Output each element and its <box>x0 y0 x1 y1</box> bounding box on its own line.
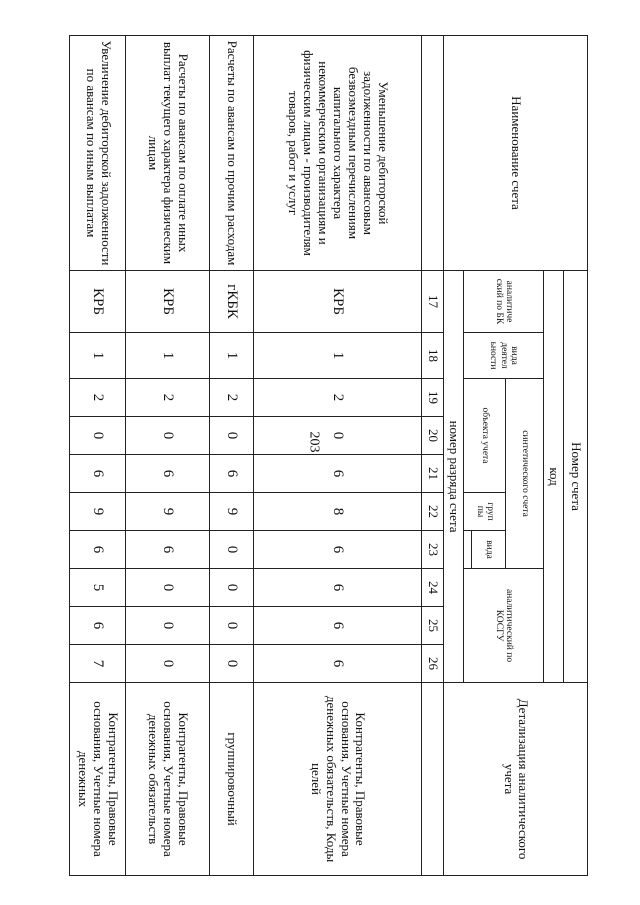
digit-cell: 22 <box>422 493 444 531</box>
header-group: груп пы <box>464 493 506 531</box>
row-value: 1 <box>70 333 126 379</box>
page-number: 203 <box>306 431 322 453</box>
row-value: 5 <box>70 569 126 607</box>
header-digit-number: номер разряда счета <box>444 271 464 683</box>
row-value: КРБ <box>126 271 210 333</box>
table-row <box>254 36 422 876</box>
digit-cell: 26 <box>422 645 444 683</box>
row-value: 0 <box>210 607 254 645</box>
table-row <box>70 36 126 876</box>
row-value: 6 <box>70 531 126 569</box>
row-value: 0 <box>126 417 210 455</box>
row-value: 0 <box>210 417 254 455</box>
row-value: КРБ <box>254 271 422 333</box>
header-analytic-bk: аналитиче ский по БК <box>464 271 544 333</box>
header-account-number: Номер счета <box>564 271 588 683</box>
row-value: 6 <box>254 569 422 607</box>
digit-spacer-right <box>422 683 444 876</box>
header-activity-type: вида деятел ьности <box>464 333 544 379</box>
header-kind-spacer <box>464 531 472 569</box>
row-value: 6 <box>210 455 254 493</box>
row-name: Уменьшение дебиторской задолженности по авансовым безвозмездным перечислениям капитального характера некоммерческим организациям и физическим лицам - производителям товаров, работ и услуг <box>254 36 422 271</box>
digit-cell: 19 <box>422 379 444 417</box>
rotated-table-wrapper <box>78 35 588 873</box>
header-account-name: Наименование счета <box>444 36 588 271</box>
row-detail: Контрагенты, Правовые основания, Учетные номера денежных <box>70 683 126 876</box>
header-synthetic: синтетического счета <box>506 379 544 569</box>
digit-cell: 25 <box>422 607 444 645</box>
digit-cell: 21 <box>422 455 444 493</box>
row-detail: группировочный <box>210 683 254 876</box>
row-value: 6 <box>70 607 126 645</box>
row-value: 2 <box>254 379 422 417</box>
header-code: код <box>544 271 564 683</box>
row-value: 2 <box>210 379 254 417</box>
row-value: 2 <box>126 379 210 417</box>
header-object: объекта учета <box>464 379 506 493</box>
row-value: 6 <box>254 531 422 569</box>
table-row <box>126 36 210 876</box>
row-value: 1 <box>254 333 422 379</box>
header-analytic-kosgu: аналитический по КОСГУ <box>464 569 544 683</box>
row-name: Расчеты по авансам по оплате иных выплат текущего характера физическим лицам <box>126 36 210 271</box>
row-name: Расчеты по авансам по прочим расходам <box>210 36 254 271</box>
row-value: 9 <box>210 493 254 531</box>
document-sheet <box>78 35 588 873</box>
row-value: 6 <box>254 607 422 645</box>
accounts-table <box>69 35 588 876</box>
row-value: 2 <box>70 379 126 417</box>
row-name: Увеличение дебиторской задолженности по авансам по иным выплатам <box>70 36 126 271</box>
header-detail: Детализация аналитического учета <box>444 683 588 876</box>
row-detail: Контрагенты, Правовые основания, Учетные номера денежных обязательств, Коды целей <box>254 683 422 876</box>
row-value: 9 <box>70 493 126 531</box>
row-value: 0 <box>126 569 210 607</box>
row-value: 6 <box>126 455 210 493</box>
row-value: 0 <box>210 569 254 607</box>
row-value: 0 <box>70 417 126 455</box>
table-row <box>210 36 254 876</box>
row-value: КРБ <box>70 271 126 333</box>
row-value: 6 <box>126 531 210 569</box>
row-value: 1 <box>126 333 210 379</box>
row-value: 6 <box>254 645 422 683</box>
row-value: 9 <box>126 493 210 531</box>
row-value: 8 <box>254 493 422 531</box>
digit-cell: 24 <box>422 569 444 607</box>
row-value: 0 <box>254 417 422 455</box>
digit-cell: 17 <box>422 271 444 333</box>
digit-cell: 20 <box>422 417 444 455</box>
digit-cell: 18 <box>422 333 444 379</box>
header-kind: вида <box>472 531 506 569</box>
row-value: 6 <box>70 455 126 493</box>
row-value: 1 <box>210 333 254 379</box>
row-value: 0 <box>126 607 210 645</box>
row-value: 6 <box>254 455 422 493</box>
digit-spacer-left <box>422 36 444 271</box>
row-value: гКБК <box>210 271 254 333</box>
row-value: 0 <box>210 645 254 683</box>
row-value: 7 <box>70 645 126 683</box>
row-detail: Контрагенты, Правовые основания, Учетные номера денежных обязательств <box>126 683 210 876</box>
row-value: 0 <box>126 645 210 683</box>
row-value: 0 <box>210 531 254 569</box>
digit-cell: 23 <box>422 531 444 569</box>
